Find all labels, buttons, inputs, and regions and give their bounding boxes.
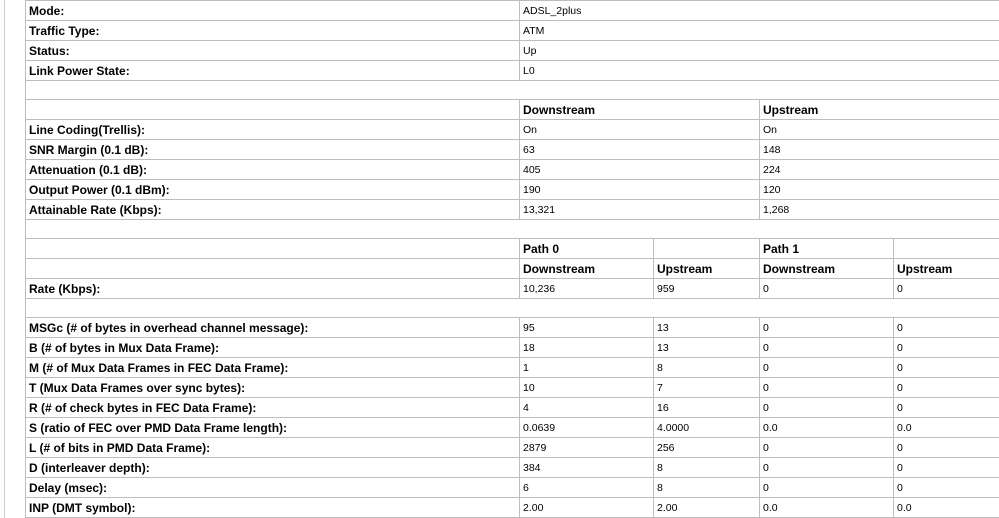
framing-path1-downstream: 0: [760, 378, 894, 398]
framing-path1-upstream: 0: [894, 358, 999, 378]
framing-path0-downstream: 95: [520, 318, 654, 338]
framing-label: D (interleaver depth):: [26, 458, 520, 478]
line-stat-label: SNR Margin (0.1 dB):: [26, 140, 520, 160]
path1-header: Path 1: [760, 239, 894, 259]
line-stat-downstream: 63: [520, 140, 760, 160]
rate-path1-downstream: 0: [760, 279, 894, 299]
framing-label: S (ratio of FEC over PMD Data Frame length):: [26, 418, 520, 438]
rate-row: [26, 279, 999, 299]
line-stat-upstream: 120: [760, 180, 999, 200]
path1-downstream-header: Downstream: [760, 259, 894, 279]
framing-row: [26, 398, 999, 418]
spacer-row: [26, 81, 999, 100]
framing-path0-upstream: 2.00: [654, 498, 760, 518]
line-stat-downstream: 13,321: [520, 200, 760, 220]
rate-label: Rate (Kbps):: [26, 279, 520, 299]
line-header-row: [26, 100, 999, 120]
framing-path1-downstream: 0: [760, 338, 894, 358]
framing-path1-downstream: 0: [760, 398, 894, 418]
link-power-state-label: Link Power State:: [26, 61, 520, 81]
framing-path1-upstream: 0: [894, 438, 999, 458]
framing-path1-downstream: 0: [760, 458, 894, 478]
spacer-row: [26, 220, 999, 239]
framing-label: Delay (msec):: [26, 478, 520, 498]
framing-path0-upstream: 13: [654, 318, 760, 338]
spacer-row: [26, 299, 999, 318]
framing-path1-upstream: 0.0: [894, 418, 999, 438]
adsl-statistics-table: [25, 0, 999, 518]
framing-path1-downstream: 0.0: [760, 498, 894, 518]
path1-upstream-header: Upstream: [894, 259, 999, 279]
framing-label: INP (DMT symbol):: [26, 498, 520, 518]
framing-path0-upstream: 4.0000: [654, 418, 760, 438]
framing-row: [26, 418, 999, 438]
path0-downstream-header: Downstream: [520, 259, 654, 279]
line-stat-row: [26, 200, 999, 220]
traffic-type-value: ATM: [520, 21, 999, 41]
framing-row: [26, 478, 999, 498]
left-page-rule: [4, 0, 5, 518]
status-row: [26, 41, 999, 61]
line-stat-downstream: On: [520, 120, 760, 140]
framing-path0-upstream: 8: [654, 458, 760, 478]
line-stat-upstream: On: [760, 120, 999, 140]
framing-path0-upstream: 16: [654, 398, 760, 418]
line-stat-row: [26, 180, 999, 200]
framing-row: [26, 358, 999, 378]
framing-path0-downstream: 2879: [520, 438, 654, 458]
framing-path0-downstream: 18: [520, 338, 654, 358]
direction-header-row: [26, 259, 999, 279]
framing-path0-downstream: 6: [520, 478, 654, 498]
framing-path1-downstream: 0: [760, 318, 894, 338]
traffic-type-row: [26, 21, 999, 41]
rate-path0-downstream: 10,236: [520, 279, 654, 299]
framing-path0-downstream: 384: [520, 458, 654, 478]
framing-path1-upstream: 0.0: [894, 498, 999, 518]
framing-path0-downstream: 10: [520, 378, 654, 398]
framing-path1-downstream: 0: [760, 478, 894, 498]
mode-label: Mode:: [26, 1, 520, 21]
link-power-state-value: L0: [520, 61, 999, 81]
line-stat-upstream: 1,268: [760, 200, 999, 220]
line-stat-downstream: 405: [520, 160, 760, 180]
framing-row: [26, 318, 999, 338]
framing-path1-upstream: 0: [894, 378, 999, 398]
framing-path1-upstream: 0: [894, 398, 999, 418]
framing-row: [26, 458, 999, 478]
status-label: Status:: [26, 41, 520, 61]
line-stat-label: Line Coding(Trellis):: [26, 120, 520, 140]
line-upstream-header: Upstream: [760, 100, 999, 120]
rate-path1-upstream: 0: [894, 279, 999, 299]
framing-path0-upstream: 8: [654, 478, 760, 498]
line-stat-upstream: 224: [760, 160, 999, 180]
line-downstream-header: Downstream: [520, 100, 760, 120]
mode-value: ADSL_2plus: [520, 1, 999, 21]
status-value: Up: [520, 41, 999, 61]
framing-path1-upstream: 0: [894, 338, 999, 358]
line-stat-downstream: 190: [520, 180, 760, 200]
line-stat-row: [26, 160, 999, 180]
traffic-type-label: Traffic Type:: [26, 21, 520, 41]
framing-path1-upstream: 0: [894, 478, 999, 498]
framing-path1-downstream: 0: [760, 438, 894, 458]
framing-path0-upstream: 256: [654, 438, 760, 458]
framing-path1-upstream: 0: [894, 318, 999, 338]
framing-path1-downstream: 0.0: [760, 418, 894, 438]
rate-path0-upstream: 959: [654, 279, 760, 299]
line-stat-label: Attainable Rate (Kbps):: [26, 200, 520, 220]
framing-label: B (# of bytes in Mux Data Frame):: [26, 338, 520, 358]
framing-label: L (# of bits in PMD Data Frame):: [26, 438, 520, 458]
path0-header: Path 0: [520, 239, 654, 259]
line-stat-upstream: 148: [760, 140, 999, 160]
framing-path0-upstream: 7: [654, 378, 760, 398]
framing-row: [26, 378, 999, 398]
framing-path0-downstream: 4: [520, 398, 654, 418]
framing-path0-upstream: 8: [654, 358, 760, 378]
framing-label: M (# of Mux Data Frames in FEC Data Frame):: [26, 358, 520, 378]
framing-row: [26, 438, 999, 458]
line-stat-label: Output Power (0.1 dBm):: [26, 180, 520, 200]
framing-path0-downstream: 0.0639: [520, 418, 654, 438]
mode-row: [26, 1, 999, 21]
framing-label: MSGc (# of bytes in overhead channel message):: [26, 318, 520, 338]
path0-upstream-header: Upstream: [654, 259, 760, 279]
framing-path0-upstream: 13: [654, 338, 760, 358]
framing-label: R (# of check bytes in FEC Data Frame):: [26, 398, 520, 418]
framing-path1-downstream: 0: [760, 358, 894, 378]
link-power-state-row: [26, 61, 999, 81]
framing-path0-downstream: 2.00: [520, 498, 654, 518]
line-stat-label: Attenuation (0.1 dB):: [26, 160, 520, 180]
path-header-row: [26, 239, 999, 259]
framing-label: T (Mux Data Frames over sync bytes):: [26, 378, 520, 398]
framing-path0-downstream: 1: [520, 358, 654, 378]
framing-row: [26, 338, 999, 358]
framing-row: [26, 498, 999, 518]
line-stat-row: [26, 140, 999, 160]
line-stat-row: [26, 120, 999, 140]
framing-path1-upstream: 0: [894, 458, 999, 478]
